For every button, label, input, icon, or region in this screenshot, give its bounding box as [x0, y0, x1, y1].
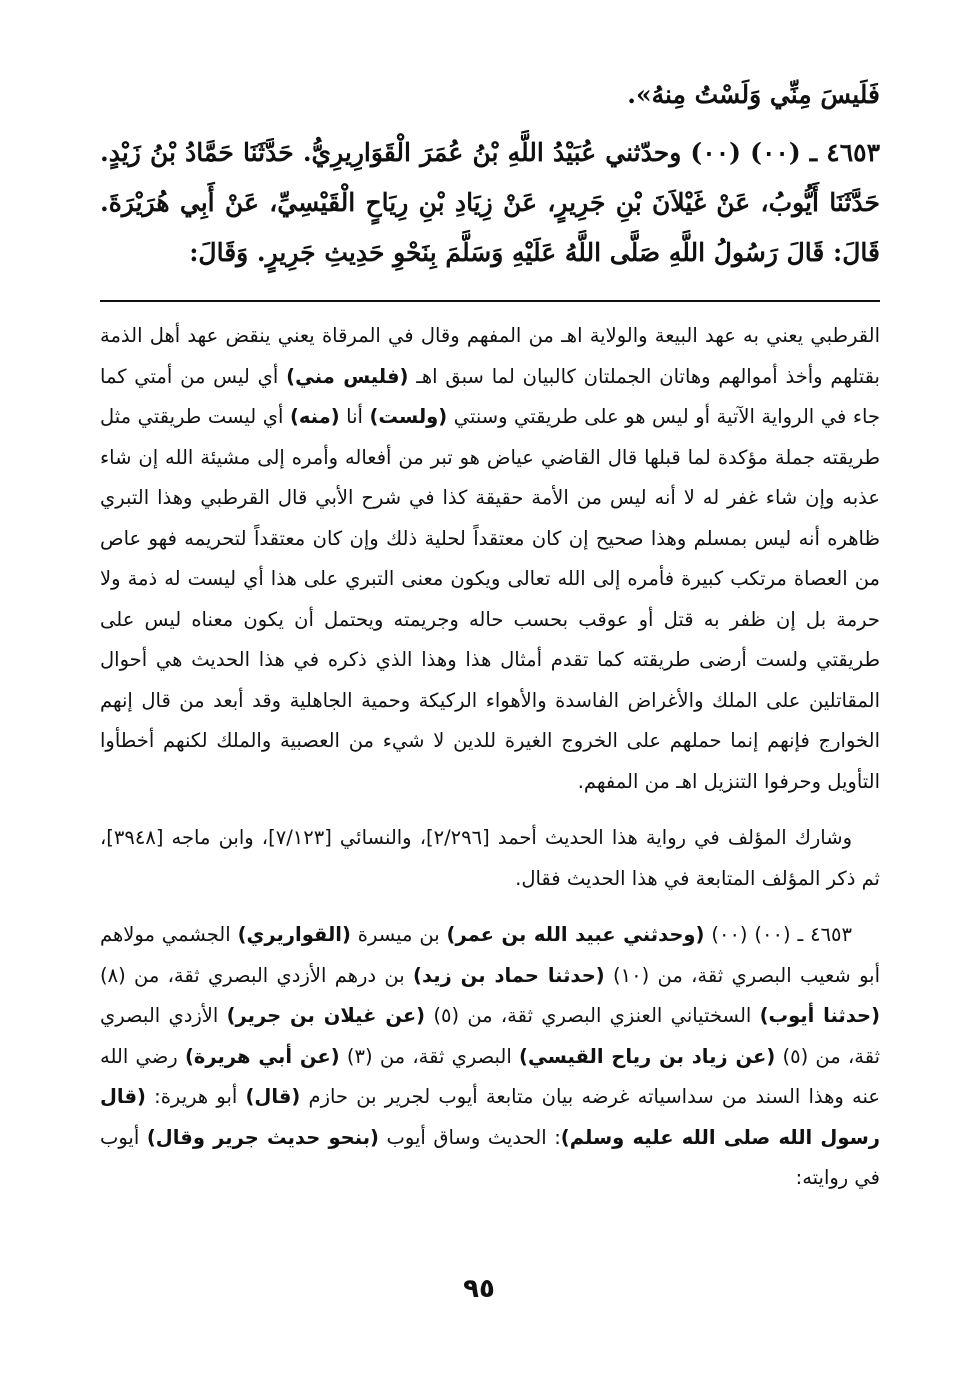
bold-term: (قال)	[245, 1085, 301, 1108]
commentary-text: بن ميسرة	[350, 923, 447, 946]
bold-term: (قال رسول الله صلى الله عليه وسلم)	[100, 1085, 880, 1149]
bold-term: (القواريري)	[237, 923, 351, 946]
hadith-closing-line: فَلَيسَ مِنِّي وَلَسْتُ مِنهُ».	[627, 80, 880, 109]
commentary-paragraph-3	[100, 915, 880, 1199]
commentary-text: أي ليست طريقتي مثل طريقته جملة مؤكدة لما قبلها قال القاضي عياض هو تبر من أفعاله وأمره إلى مشيئة الله إن شاء عذبه وإن شاء غفر له لا أنه ليس من الأمة حقيقة كذا في شرح الأبي قال القرطبي وهذا التبري ظاهره أنه ليس بمسلم وهذا صحيح إن كان معتقداً لحلية ذلك وإن كان معتقداً لتحريمه فهو عاص من العصاة مرتكب كبيرة فأمره إلى الله تعالى ويكون معنى التبري على هذا أي ليست له ذمة ولا حرمة بل إن ظفر به قتل أو عوقب بحسب حاله وجريمته ويحتمل أن يكون معناه ليس على طريقتي ولست أرضى طريقته كما تقدم أمثال هذا وهذا الذي ذكره في هذا الحديث هي أحوال المقاتلين على الملك والأغراض الفاسدة والأهواء الركيكة وحمية الجاهلية وقد أبعد من قال إنهم الخوارج فإنهم إنما حملهم على الخروج الغيرة للدين لا شيء من العصبية والملك لكنهم أخطأوا التأويل وحرفوا التنزيل اهـ من المفهم.	[100, 405, 880, 793]
bold-term: (وحدثني عبيد الله بن عمر)	[446, 923, 705, 946]
commentary-text: البصري ثقة، من (٣)	[339, 1044, 520, 1068]
commentary-text: أيوب في روايته:	[100, 1125, 880, 1189]
commentary-text: السختياني العنزي البصري ثقة، من (٥)	[425, 1004, 760, 1027]
bold-term: (عن زياد بن رياح القيسي)	[519, 1044, 776, 1068]
bold-term: (عن غيلان بن جرير)	[226, 1004, 426, 1027]
bold-term: (ولست)	[369, 405, 448, 428]
commentary-paragraph-2: وشارك المؤلف في رواية هذا الحديث أحمد [٢/٢٩٦]، والنسائي [٧/١٢٣]، وابن ماجه [٣٩٤٨]، ثم ذكر المؤلف المتابعة في هذا الحديث فقال.	[100, 826, 880, 890]
commentary-text: القرطبي يعني به عهد البيعة والولاية اهـ من المفهم وقال في المرقاة يعني ينقض عهد أهل الذمة بقتلهم وأخذ أموالهم وهاتان الجملتان كالبيان لما سبق اهـ	[100, 324, 880, 388]
commentary-text: ٤٦٥٣ ـ (٠٠) (٠٠)	[704, 923, 852, 946]
section-divider	[100, 300, 880, 302]
commentary-text: أي ليس من أمتي كما جاء في الرواية الآتية أو ليس هو على طريقتي وسنتي	[100, 364, 880, 428]
commentary-text: أبو هريرة:	[145, 1085, 246, 1108]
commentary-paragraph-1	[100, 316, 880, 802]
bold-term: (بنحو حديث جرير وقال)	[146, 1125, 379, 1149]
page-number: ٩٥	[463, 1274, 495, 1304]
commentary-text: بن درهم الأزدي البصري ثقة، من (٨)	[100, 963, 414, 987]
bold-term: (عن أبي هريرة)	[184, 1044, 340, 1068]
bold-term: (حدثنا أيوب)	[759, 1004, 880, 1027]
bold-term: (حدثنا حماد بن زيد)	[413, 963, 605, 987]
commentary-text: الجشمي مولاهم أبو شعيب البصري ثقة، من (١٠)	[100, 923, 880, 987]
bold-term: (فليس مني)	[286, 364, 409, 388]
bold-term: (منه)	[289, 405, 340, 428]
commentary-text: الأزدي البصري ثقة، من (٥)	[100, 1004, 880, 1068]
commentary-text: رضي الله عنه وهذا السند من سداسياته غرضه بيان متابعة أيوب لجرير بن حازم	[100, 1044, 880, 1108]
page-body	[100, 70, 880, 1199]
hadith-4653-text: ٤٦٥٣ ـ (٠٠) (٠٠) وحدّثني عُبَيْدُ اللَّهِ بْنُ عُمَرَ الْقَوَارِيرِيُّ. حَدَّثَنَا حَمَّادُ بْنُ زَيْدٍ. حَدَّثَنَا أَيُّوبُ، عَنْ غَيْلاَنَ بْنِ جَرِيرٍ، عَنْ زِيَادِ بْنِ رِيَاحٍ الْقَيْسِيِّ، عَنْ أَبِي هُرَيْرَةَ. قَالَ: قَالَ رَسُولُ اللَّهِ صَلَّى اللَّهُ عَلَيْهِ وَسَلَّمَ بِنَحْوِ حَدِيثِ جَرِيرٍ. وَقَالَ:	[100, 138, 880, 267]
commentary-text: أنا	[339, 405, 370, 428]
commentary-text: : الحديث وساق أيوب	[378, 1125, 561, 1149]
